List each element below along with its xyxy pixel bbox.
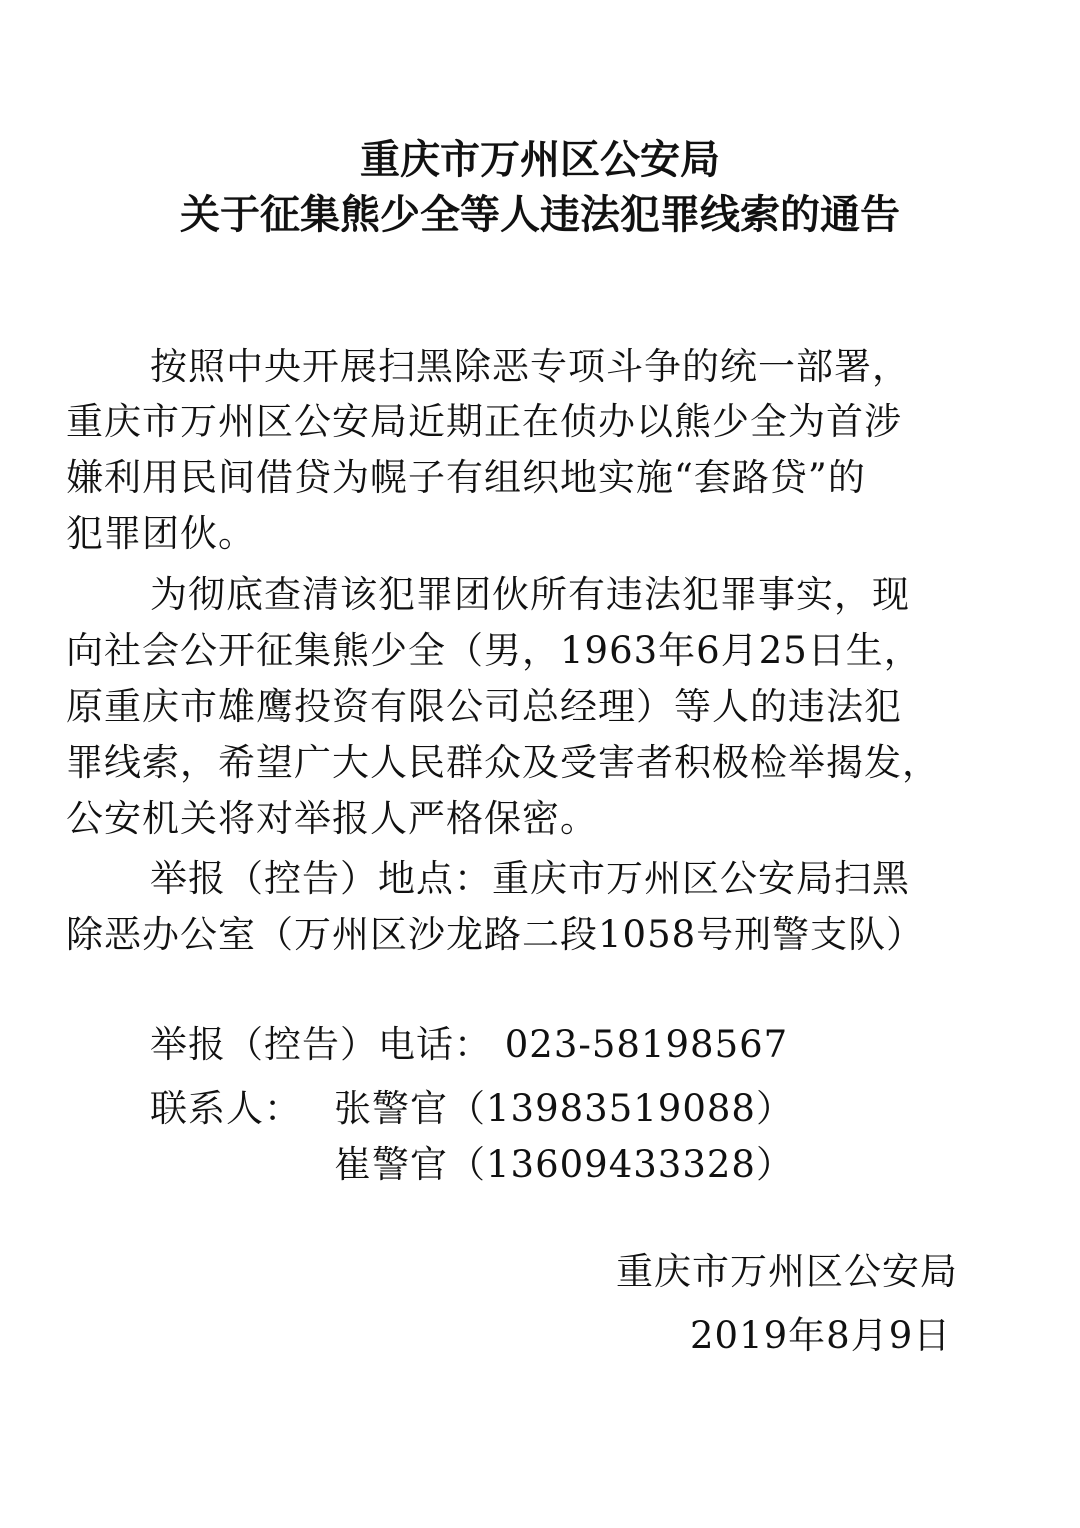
contact-label: 联系人： xyxy=(150,1087,302,1130)
body-line: 按照中央开展扫黑除恶专项斗争的统一部署， xyxy=(150,345,910,388)
signature-org: 重庆市万州区公安局 xyxy=(616,1250,958,1293)
contact-cui: 崔警官（13609433328） xyxy=(334,1143,794,1186)
body-line: 重庆市万州区公安局近期正在侦办以熊少全为首涉 xyxy=(66,400,902,443)
notice-title-line-2: 关于征集熊少全等人违法犯罪线索的通告 xyxy=(180,192,900,238)
signature-date: 2019年8月9日 xyxy=(690,1314,952,1357)
report-location-line: 除恶办公室（万州区沙龙路二段1058号刑警支队） xyxy=(66,913,925,956)
body-line: 原重庆市雄鹰投资有限公司总经理）等人的违法犯 xyxy=(66,685,902,728)
body-line: 为彻底查清该犯罪团伙所有违法犯罪事实，现 xyxy=(150,573,910,616)
body-line: 嫌利用民间借贷为幌子有组织地实施“套路贷”的 xyxy=(66,456,866,499)
notice-title-line-1: 重庆市万州区公安局 xyxy=(360,137,720,183)
body-line: 犯罪团伙。 xyxy=(66,512,256,555)
report-phone: 举报（控告）电话： 023-58198567 xyxy=(150,1023,789,1066)
report-location-line: 举报（控告）地点：重庆市万州区公安局扫黑 xyxy=(150,857,910,900)
body-line: 向社会公开征集熊少全（男，1963年6月25日生， xyxy=(66,629,922,672)
body-line: 公安机关将对举报人严格保密。 xyxy=(66,797,598,840)
contact-zhang: 张警官（13983519088） xyxy=(334,1087,794,1130)
body-line: 罪线索，希望广大人民群众及受害者积极检举揭发， xyxy=(66,741,940,784)
